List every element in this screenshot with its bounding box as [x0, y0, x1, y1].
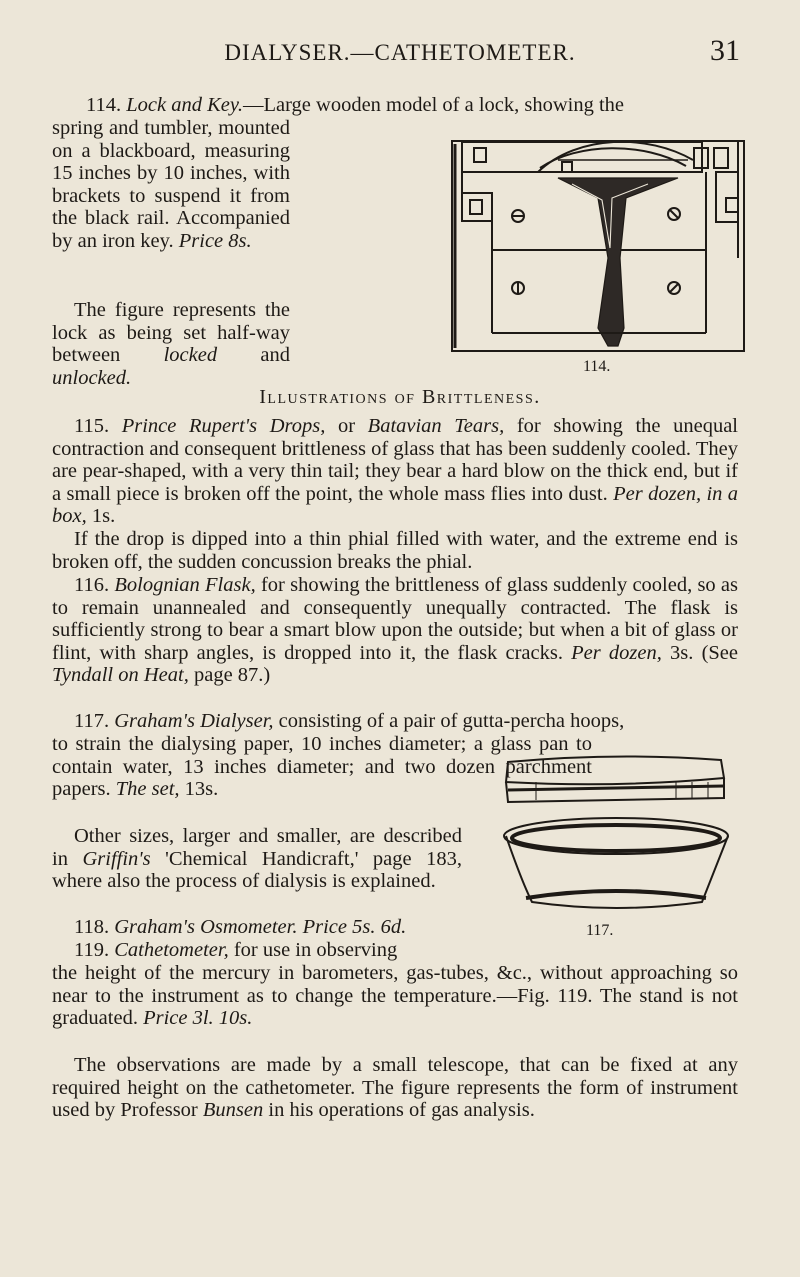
item-114-line1-rest: —Large wooden model of a lock, showing the [242, 94, 625, 116]
item-116-reference: Tyndall on Heat, [52, 664, 189, 687]
item-116-price-value: 3s. [670, 641, 694, 664]
item-114-unlocked: unlocked. [52, 366, 132, 389]
item-114-number: 114. [86, 94, 122, 116]
item-114-and: and [260, 344, 290, 367]
dialyser-figure [496, 752, 736, 912]
item-116-name: Bolognian Flask, [114, 574, 256, 596]
item-115-para2: If the drop is dipped into a thin phial filled with water, and the extreme end is broken off, the sudden concussion breaks the phial. [52, 528, 738, 573]
item-114-price: Price 8s. [178, 229, 252, 252]
item-119-para2-rest: in his operations of gas analysis. [268, 1099, 535, 1122]
item-115-number: 115. [74, 415, 110, 437]
running-header [0, 34, 800, 74]
item-117-price: The set, [115, 778, 180, 801]
page-number: 31 [710, 34, 740, 67]
item-117-para2-rest: 'Chemical Handicraft,' page 183, where also the process of dialysis is explained. [52, 847, 462, 893]
figure-117-caption: 117. [586, 922, 614, 939]
item-114-body-text: spring and tumbler, mounted on a blackboard, measuring 15 inches by 10 inches, with brackets to suspend it from the black rail. Accompanied by an iron key. [52, 117, 290, 252]
section-heading: Illustrations of Brittleness. [259, 386, 541, 408]
item-117-name: Graham's Dialyser, [114, 710, 274, 732]
item-114-body [52, 117, 290, 253]
item-119-number: 119. [74, 939, 110, 961]
item-117-para2 [52, 825, 462, 893]
item-119-reference: Bunsen [202, 1099, 264, 1122]
item-119-body-text: the height of the mercury in barometers, gas-tubes, &c., without approaching so near to the instrument as to change the temperature.—Fig. 119. The stand is not graduated. [52, 962, 738, 1030]
item-119-line1-rest: for use in observing [233, 939, 398, 961]
item-114-para2 [52, 299, 290, 389]
item-116-price: Per dozen, [571, 641, 662, 664]
item-119-price: Price 3l. 10s. [143, 1007, 253, 1030]
item-116 [52, 574, 738, 687]
item-117-line1 [52, 710, 738, 733]
item-119-line1 [52, 939, 532, 962]
item-119-body [52, 962, 738, 1030]
item-115-name: Prince Rupert's Drops, [121, 415, 326, 437]
item-118-name: Graham's Osmometer. [114, 916, 298, 938]
item-118-price: Price 5s. 6d. [302, 916, 407, 938]
item-114-name: Lock and Key. [126, 94, 243, 116]
item-119-para2-text: The observations are made by a small telescope, that can be fixed at any required height on the cathetometer. The figure represents the form of instrument used by Professor [52, 1054, 738, 1122]
item-116-reference-page: page 87.) [193, 664, 271, 687]
item-116-number: 116. [74, 574, 110, 596]
figure-114-caption: 114. [583, 358, 611, 375]
item-114-line1 [86, 94, 736, 117]
item-117-reference: Griffin's [82, 847, 151, 870]
item-118-number: 118. [74, 916, 110, 938]
item-117-line1-rest: consisting of a pair of gutta-percha hoops, [278, 710, 625, 732]
item-116-body: for showing the brittleness of glass suddenly cooled, so as to remain unannealed and consequently unequally contracted. The flask is sufficiently strong to bear a smart blow upon the outside; but when a bit of glass or flint, with sharp angles, is dropped into it, the flask cracks. [52, 574, 739, 664]
item-114-para2-text: The figure represents the lock as being set half-way between [52, 299, 290, 367]
item-116-see: (See [701, 641, 739, 664]
item-117-para2-text: Other sizes, larger and smaller, are described in [52, 825, 462, 870]
item-117-body-text: to strain the dialysing paper, 10 inches diameter; a glass pan to contain water, 13 inches diameter; and two dozen parchment papers. [52, 733, 592, 801]
item-114-locked: locked [163, 344, 218, 367]
item-115-price-value: 1s. [91, 505, 116, 528]
item-118 [52, 916, 532, 939]
item-115-or: or [337, 415, 356, 437]
item-115-alt-name: Batavian Tears, [367, 415, 505, 437]
lock-figure [448, 138, 748, 354]
item-117-number: 117. [74, 710, 110, 732]
item-115 [52, 415, 738, 528]
item-115-price: Per dozen, in a box, [52, 482, 739, 528]
item-119-name: Cathetometer, [114, 939, 229, 961]
item-117-price-value: 13s. [184, 778, 219, 801]
running-title: DIALYSER.—CATHETOMETER. [224, 40, 576, 65]
item-115-body: for showing the unequal contraction and consequent brittleness of glass that has been suddenly cooled. They are pear-shaped, with a very thin tail; they bear a hard blow on the thick end, but if a small piece is broken off the point, the whole mass flies into dust. [52, 415, 738, 505]
item-119-para2 [52, 1054, 738, 1122]
